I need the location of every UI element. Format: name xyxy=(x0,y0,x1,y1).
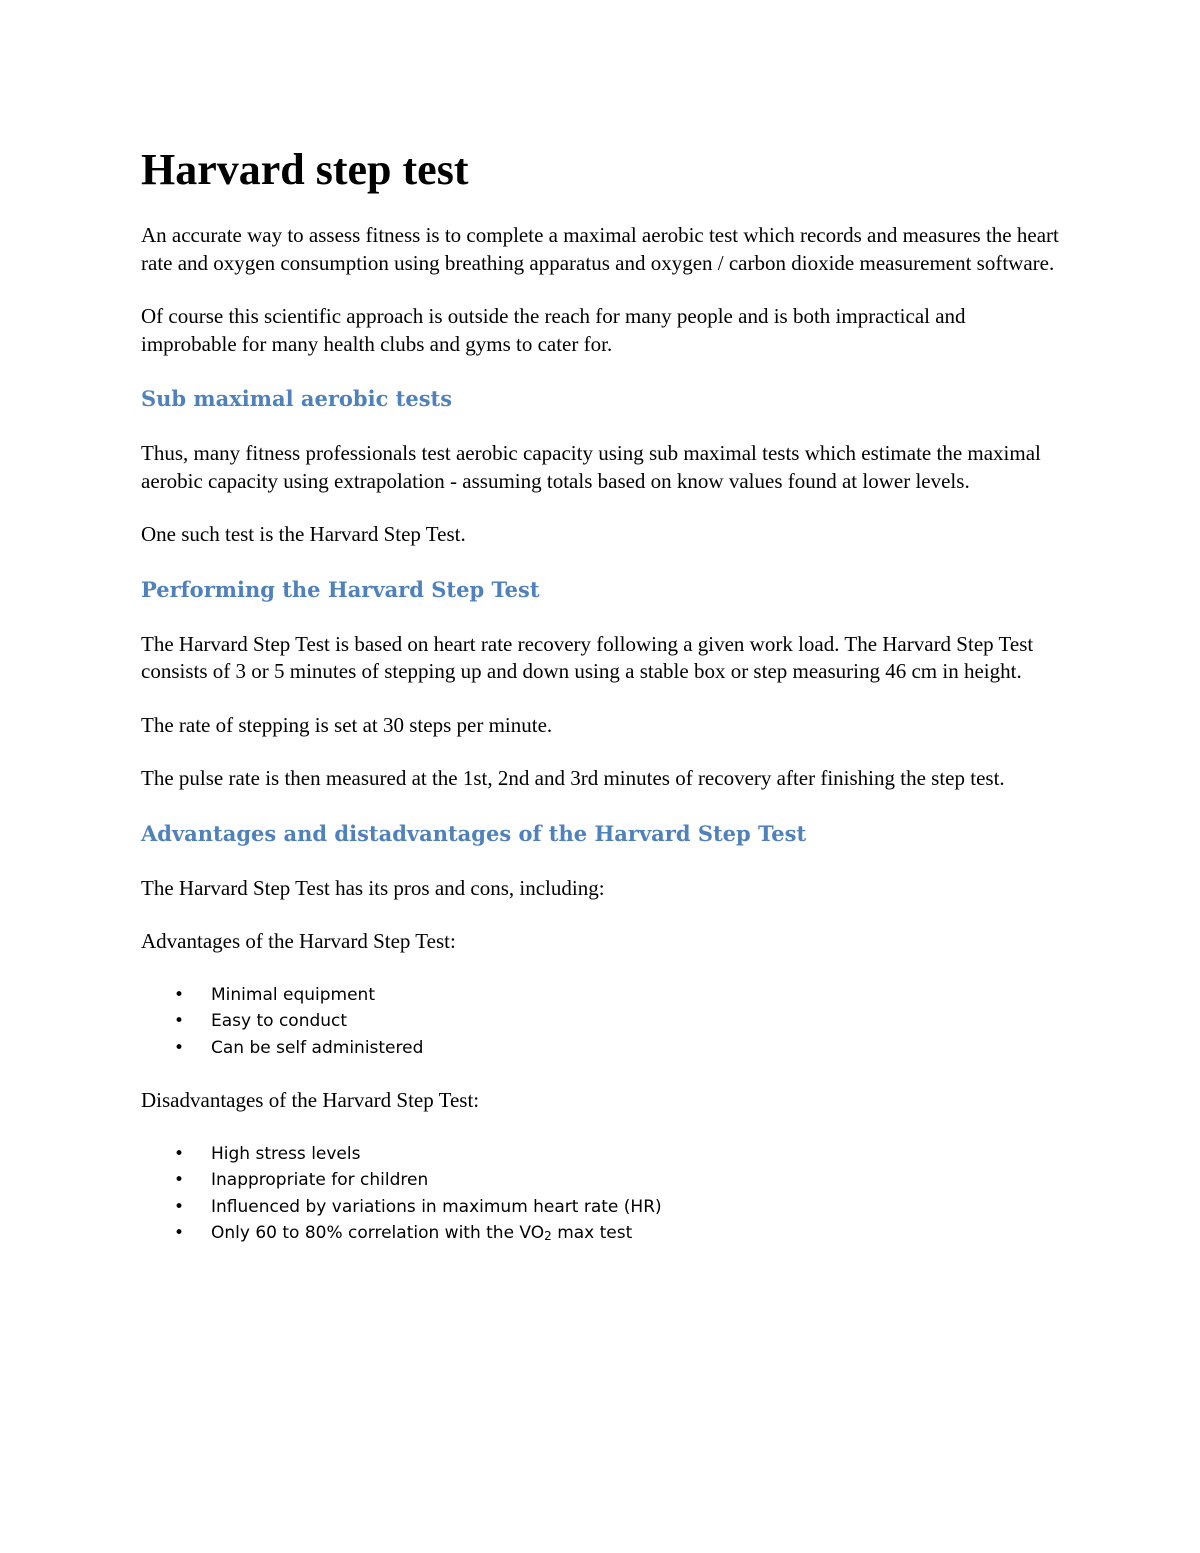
disadvantage-text: Influenced by variations in maximum heart rate (HR) xyxy=(211,1196,662,1217)
advantage-text: Minimal equipment xyxy=(211,984,375,1005)
heading-pros-cons: Advantages and distadvantages of the Harvard Step Test xyxy=(141,820,807,846)
advantage-text: Easy to conduct xyxy=(211,1011,348,1031)
performing-paragraph-3: The pulse rate is then measured at the 1st, 2nd and 3rd minutes of recovery after finishing the step test. xyxy=(141,766,1005,790)
heading-sub-maximal: Sub maximal aerobic tests xyxy=(141,386,453,411)
advantages-list xyxy=(141,982,1061,1062)
bullet-icon: • xyxy=(174,1037,185,1058)
sub-maximal-paragraph-2: One such test is the Harvard Step Test. xyxy=(141,522,466,546)
document-page xyxy=(141,140,1061,1276)
subscript-two: 2 xyxy=(544,1229,552,1243)
advantages-label: Advantages of the Harvard Step Test: xyxy=(141,929,456,953)
performing-paragraph-2: The rate of stepping is set at 30 steps per minute. xyxy=(141,712,553,737)
disadvantages-list xyxy=(141,1141,1061,1250)
intro-paragraph-1: An accurate way to assess fitness is to complete a maximal aerobic test which records and measures the heart rate and oxygen consumption using breathing apparatus and oxygen / carbon dioxide measurement software. xyxy=(141,223,1059,275)
page-title: Harvard step test xyxy=(141,145,469,194)
disadvantage-text: High stress levels xyxy=(211,1143,361,1164)
list-item xyxy=(141,1194,1061,1221)
list-item xyxy=(141,1035,1061,1062)
disadvantage-text-before: Only 60 to 80% correlation with the VO xyxy=(211,1223,545,1243)
list-item xyxy=(141,1141,1061,1168)
bullet-icon: • xyxy=(174,1196,185,1217)
bullet-icon: • xyxy=(174,1223,185,1243)
pros-cons-intro: The Harvard Step Test has its pros and cons, including: xyxy=(141,875,605,900)
advantage-text: Can be self administered xyxy=(211,1037,424,1058)
sub-maximal-paragraph-1: Thus, many fitness professionals test aerobic capacity using sub maximal tests which estimate the maximal aerobic capacity using extrapolation - assuming totals based on know values found at lower levels. xyxy=(141,441,1041,493)
disadvantages-label: Disadvantages of the Harvard Step Test: xyxy=(141,1088,480,1112)
list-item xyxy=(141,1167,1061,1194)
heading-performing: Performing the Harvard Step Test xyxy=(141,576,540,602)
bullet-icon: • xyxy=(174,1170,185,1190)
bullet-icon: • xyxy=(174,984,185,1005)
disadvantage-text: Inappropriate for children xyxy=(211,1170,429,1190)
list-item xyxy=(141,1008,1061,1035)
list-item xyxy=(141,982,1061,1009)
intro-paragraph-2: Of course this scientific approach is outside the reach for many people and is both impractical and improbable for many health clubs and gyms to cater for. xyxy=(141,304,966,356)
list-item xyxy=(141,1220,1061,1250)
disadvantage-text-after: max test xyxy=(551,1223,633,1243)
bullet-icon: • xyxy=(174,1143,185,1164)
bullet-icon: • xyxy=(174,1011,185,1031)
performing-paragraph-1: The Harvard Step Test is based on heart rate recovery following a given work load. The Harvard Step Test consists of 3 or 5 minutes of stepping up and down using a stable box or step measuring 46 cm in height. xyxy=(141,631,1034,683)
